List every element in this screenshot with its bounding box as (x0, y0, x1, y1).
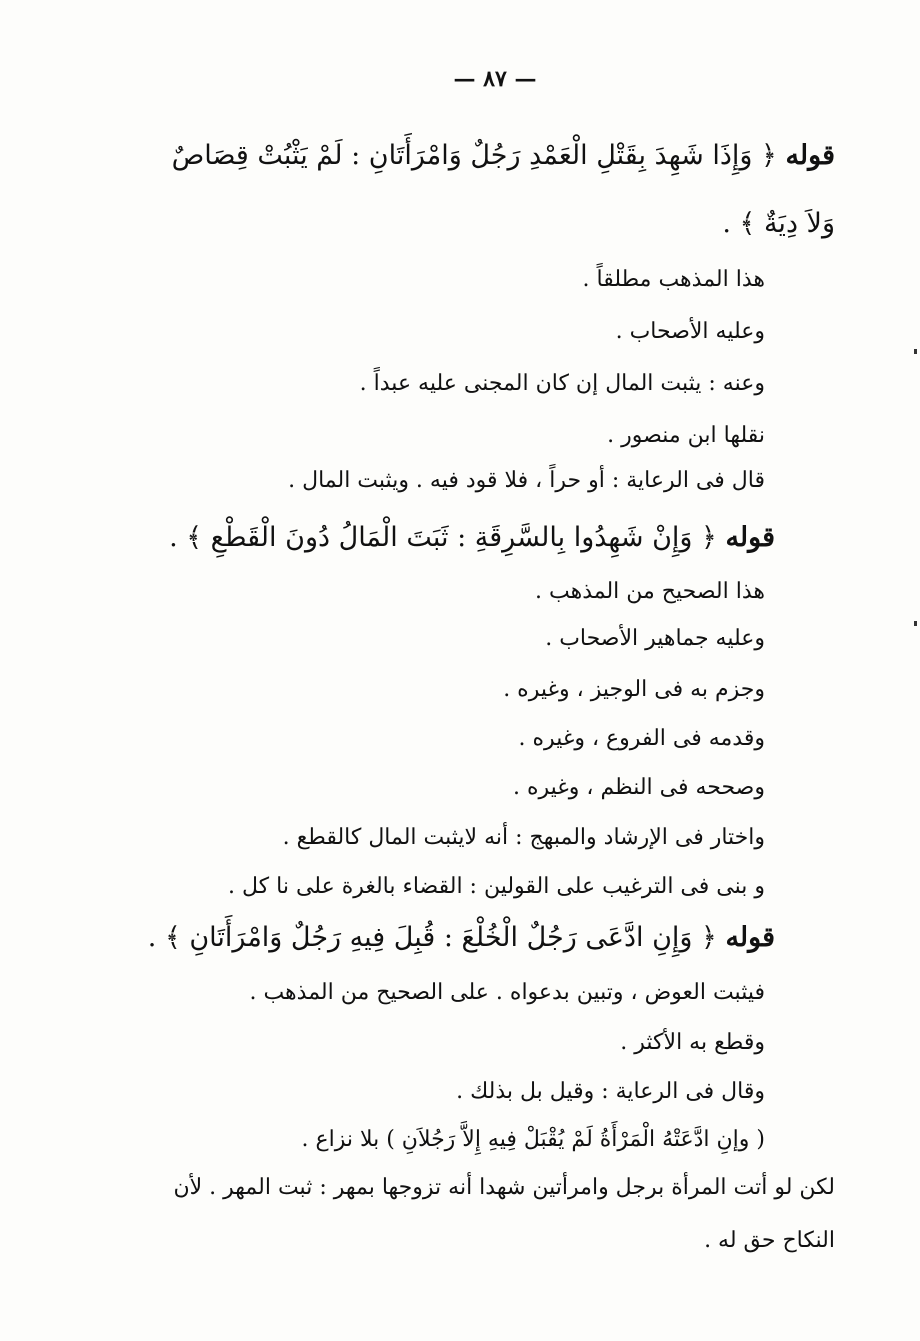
quoted-passage-text: ﴿ وَإِذَا شَهِدَ بِقَتْلِ الْعَمْدِ رَجُلٌ وَامْرَأَتَانِ : لَمْ يَثْبُتْ قِصَاصٌ (171, 140, 777, 171)
margin-mark (914, 621, 917, 626)
text-line: قال فى الرعاية : أو حراً ، فلا قود فيه . ويثبت المال . (288, 468, 765, 493)
text-line: النكاح حق له . (704, 1228, 835, 1253)
quoted-passage-line (172, 136, 835, 176)
margin-mark (914, 349, 917, 354)
quoted-passage-line (722, 204, 835, 244)
quoted-passage-text: ﴿ وَإِنْ شَهِدُوا بِالسَّرِقَةِ : ثَبَتَ الْمَالُ دُونَ الْقَطْعِ ﴾ . (169, 522, 717, 553)
text-line: وقطع به الأكثر . (620, 1030, 765, 1055)
quoted-passage-text: ﴿ وَإِنِ ادَّعَى رَجُلٌ الْخُلْعَ : قُبِلَ فِيهِ رَجُلٌ وَامْرَأَتَانِ ﴾ . (147, 922, 717, 953)
text-line: لكن لو أتت المرأة برجل وامرأتين شهدا أنه تزوجها بمهر : ثبت المهر . لأن (173, 1175, 835, 1200)
quoted-passage-line (148, 918, 775, 958)
text-line: وجزم به فى الوجيز ، وغيره . (503, 677, 765, 702)
quote-lead-word: قوله (725, 922, 775, 953)
text-line: وقدمه فى الفروع ، وغيره . (518, 726, 765, 751)
text-line: واختار فى الإرشاد والمبهج : أنه لايثبت المال كالقطع . (282, 825, 765, 850)
text-line: ( وإنِ ادَّعَتْهُ الْمَرْأَةُ لَمْ يُقْبَلْ فِيهِ إِلاَّ رَجُلاَنِ ) بلا نزاع . (301, 1127, 765, 1152)
text-line: وقال فى الرعاية : وقيل بل بذلك . (456, 1079, 765, 1104)
text-line: وعليه جماهير الأصحاب . (545, 626, 765, 651)
text-line: فيثبت العوض ، وتبين بدعواه . على الصحيح من المذهب . (249, 980, 765, 1005)
quote-lead-word: قوله (785, 140, 835, 171)
page-number: — ٨٧ — (453, 66, 537, 92)
text-line: وعنه : يثبت المال إن كان المجنى عليه عبداً . (359, 371, 765, 396)
text-line: هذا المذهب مطلقاً . (582, 267, 765, 292)
text-line: و بنى فى الترغيب على القولين : القضاء بالغرة على نا كل . (228, 874, 765, 899)
quoted-passage-text: وَلاَ دِيَةٌ ﴾ . (722, 208, 835, 239)
text-line: نقلها ابن منصور . (607, 423, 765, 448)
quoted-passage-line (169, 518, 775, 558)
text-line: وعليه الأصحاب . (615, 319, 765, 344)
quote-lead-word: قوله (725, 522, 775, 553)
text-line: هذا الصحيح من المذهب . (535, 579, 765, 604)
text-line: وصححه فى النظم ، وغيره . (513, 775, 765, 800)
